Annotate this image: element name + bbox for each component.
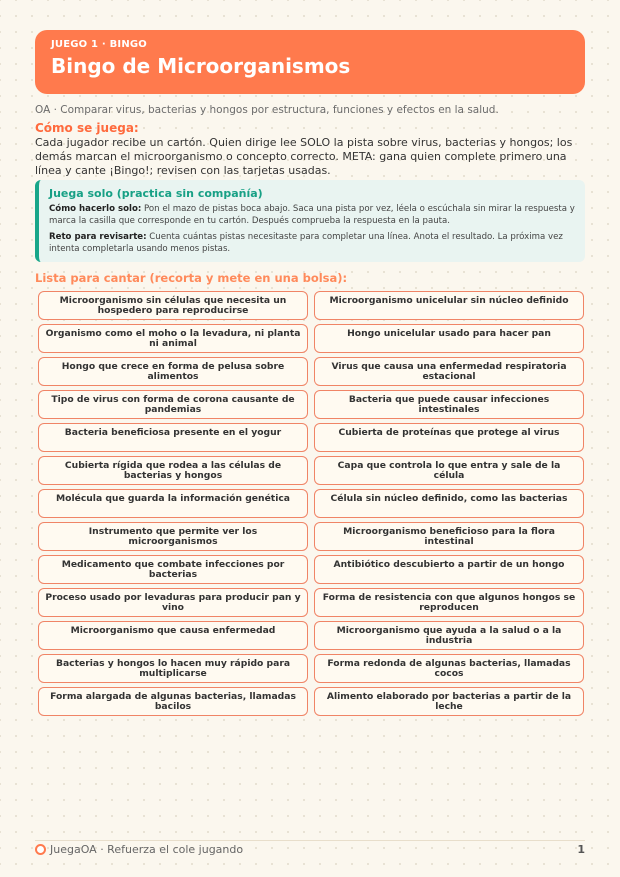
clue-card: Microorganismo que ayuda a la salud o a la industria bbox=[314, 621, 584, 650]
clue-card: Microorganismo que causa enfermedad bbox=[38, 621, 308, 650]
call-list-grid bbox=[38, 291, 583, 716]
clue-card: Forma redonda de algunas bacterias, llamadas cocos bbox=[314, 654, 584, 683]
footer-divider bbox=[35, 840, 585, 841]
solo-challenge-paragraph bbox=[49, 231, 575, 255]
solo-challenge-text: Cuenta cuántas pistas necesitaste para completar una línea. Anota el resultado. La próxima vez intenta completarla usando menos pistas. bbox=[49, 232, 563, 254]
solo-how-label: Cómo hacerlo solo: bbox=[49, 204, 142, 214]
footer-brand: JuegaOA · Refuerza el cole jugando bbox=[50, 843, 244, 856]
clue-card: Virus que causa una enfermedad respiratoria estacional bbox=[314, 357, 584, 386]
page-title: Bingo de Microorganismos bbox=[51, 54, 351, 78]
how-to-play-title: Cómo se juega: bbox=[35, 121, 139, 135]
page-footer bbox=[35, 843, 585, 856]
clue-card: Antibiótico descubierto a partir de un hongo bbox=[314, 555, 584, 584]
clue-card: Microorganismo sin células que necesita un hospedero para reproducirse bbox=[38, 291, 308, 320]
clue-card: Capa que controla lo que entra y sale de la célula bbox=[314, 456, 584, 485]
clue-card: Célula sin núcleo definido, como las bacterias bbox=[314, 489, 584, 518]
solo-play-title: Juega solo (practica sin compañía) bbox=[49, 187, 263, 200]
clue-card: Cubierta de proteínas que protege al virus bbox=[314, 423, 584, 452]
clue-card: Proceso usado por levaduras para producir pan y vino bbox=[38, 588, 308, 617]
game-header bbox=[35, 30, 585, 94]
clue-card: Cubierta rígida que rodea a las células de bacterias y hongos bbox=[38, 456, 308, 485]
clue-card: Hongo unicelular usado para hacer pan bbox=[314, 324, 584, 353]
solo-challenge-label: Reto para revisarte: bbox=[49, 232, 147, 242]
clue-card: Molécula que guarda la información genética bbox=[38, 489, 308, 518]
clue-card: Tipo de virus con forma de corona causante de pandemias bbox=[38, 390, 308, 419]
clue-card: Medicamento que combate infecciones por bacterias bbox=[38, 555, 308, 584]
how-to-play-text: Cada jugador recibe un cartón. Quien dirige lee SOLO la pista sobre virus, bacterias y hongos; los demás marcan el microorganismo o concepto correcto. META: gana quien complete primero una línea y cante ¡Bingo!; revisen con las tarjetas usadas. bbox=[35, 136, 573, 177]
page-number: 1 bbox=[577, 843, 585, 856]
solo-how-paragraph bbox=[49, 203, 575, 227]
clue-card: Organismo como el moho o la levadura, ni planta ni animal bbox=[38, 324, 308, 353]
clue-card: Microorganismo unicelular sin núcleo definido bbox=[314, 291, 584, 320]
clue-card: Forma de resistencia con que algunos hongos se reproducen bbox=[314, 588, 584, 617]
solo-play-box bbox=[35, 180, 585, 262]
solo-how-text: Pon el mazo de pistas boca abajo. Saca una pista por vez, léela o escúchala sin mirar la respuesta y marca la casilla que corresponde en tu cartón. Después comprueba la respuesta en la pauta. bbox=[49, 204, 575, 226]
clue-card: Bacteria que puede causar infecciones intestinales bbox=[314, 390, 584, 419]
clue-card: Forma alargada de algunas bacterias, llamadas bacilos bbox=[38, 687, 308, 716]
brand-logo-icon bbox=[35, 844, 46, 855]
clue-card: Microorganismo beneficioso para la flora intestinal bbox=[314, 522, 584, 551]
clue-card: Alimento elaborado por bacterias a partir de la leche bbox=[314, 687, 584, 716]
clue-card: Hongo que crece en forma de pelusa sobre alimentos bbox=[38, 357, 308, 386]
clue-card: Bacterias y hongos lo hacen muy rápido para multiplicarse bbox=[38, 654, 308, 683]
call-list-title: Lista para cantar (recorta y mete en una bolsa): bbox=[35, 271, 348, 285]
learning-objective: OA · Comparar virus, bacterias y hongos por estructura, funciones y efectos en la salud. bbox=[35, 104, 499, 116]
clue-card: Bacteria beneficiosa presente en el yogur bbox=[38, 423, 308, 452]
clue-card: Instrumento que permite ver los microorganismos bbox=[38, 522, 308, 551]
game-kicker: JUEGO 1 · BINGO bbox=[51, 39, 148, 50]
